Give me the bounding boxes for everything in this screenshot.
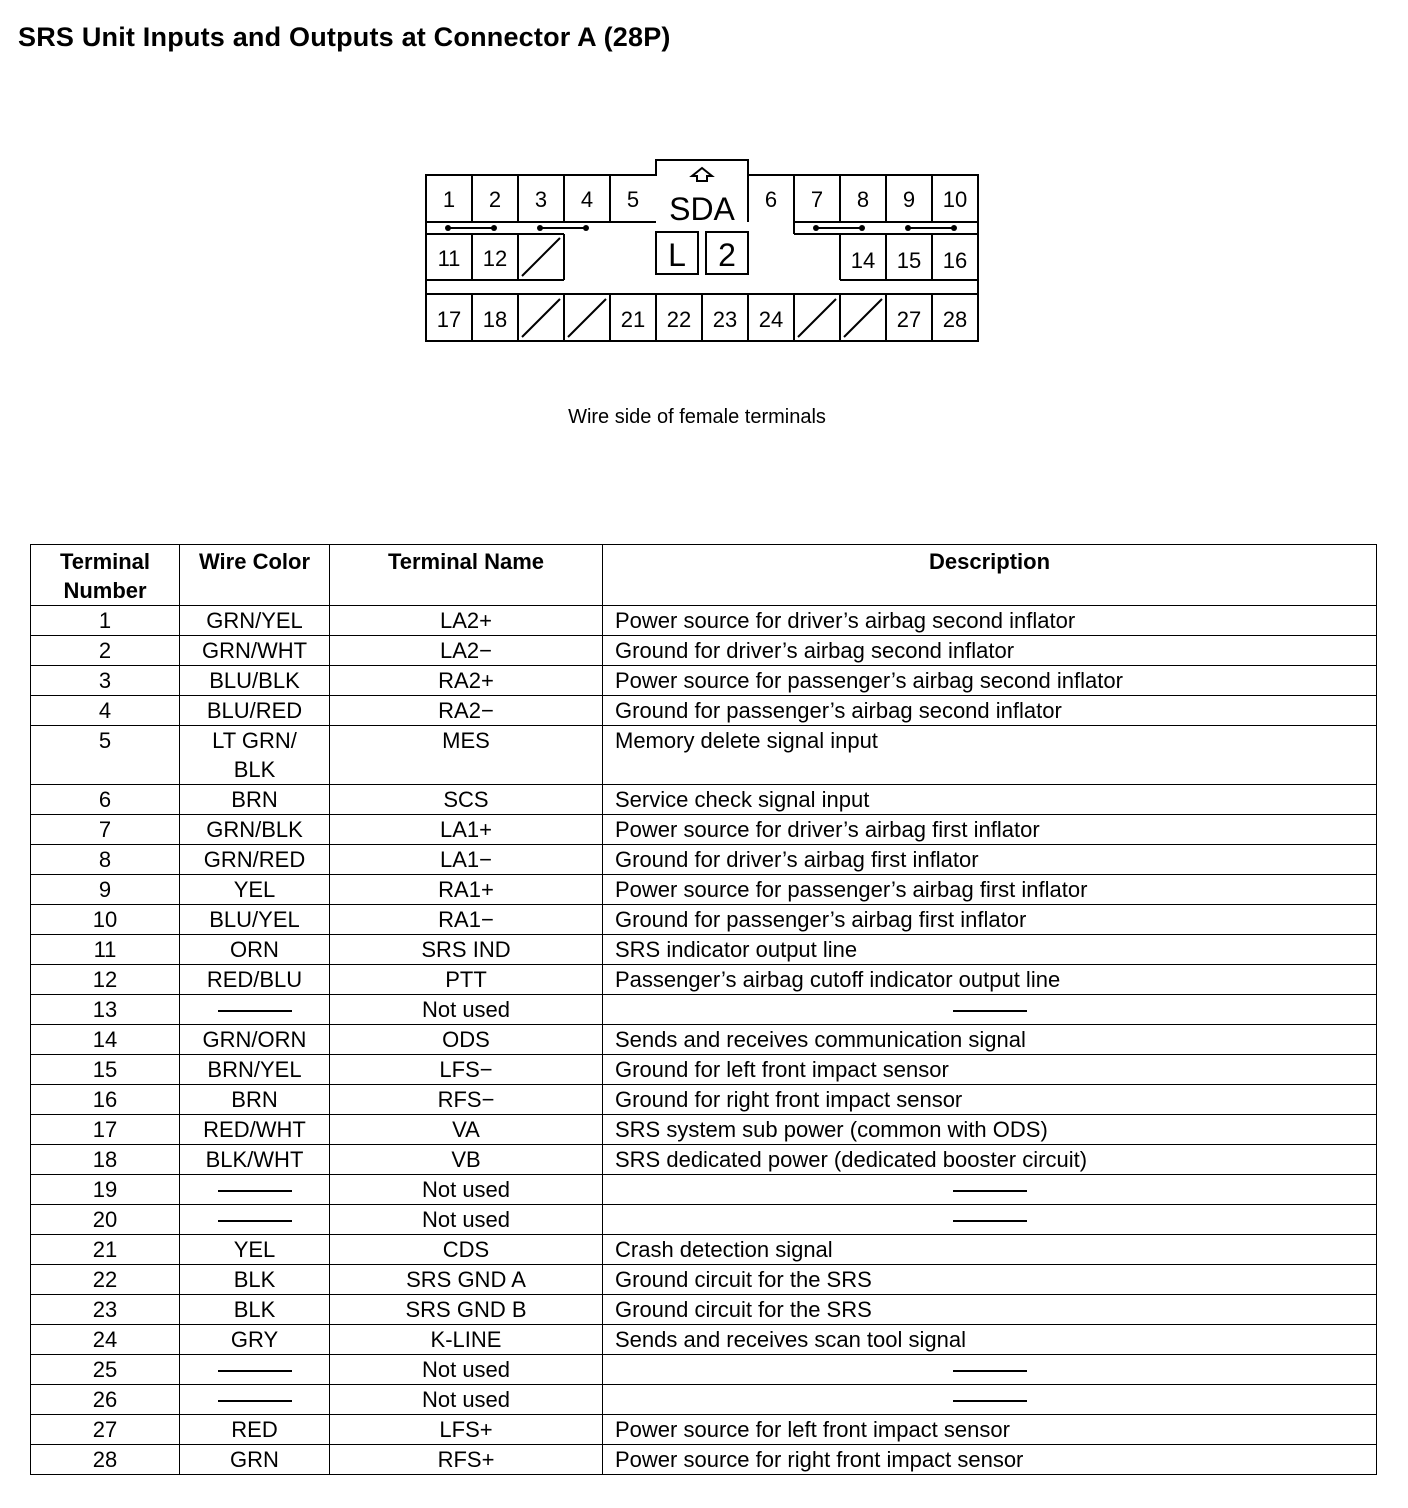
connector-caption: Wire side of female terminals bbox=[568, 406, 826, 428]
terminal-name-cell: LA2− bbox=[330, 636, 603, 666]
pin-15: 15 bbox=[896, 248, 922, 273]
terminal-number-cell: 26 bbox=[31, 1385, 180, 1415]
table-row bbox=[31, 1445, 1377, 1475]
description-cell: Sends and receives communication signal bbox=[603, 1025, 1377, 1055]
table-row bbox=[31, 606, 1377, 636]
wire-color-cell bbox=[180, 1385, 330, 1415]
terminal-name-cell: VA bbox=[330, 1115, 603, 1145]
terminal-name-cell: Not used bbox=[330, 1355, 603, 1385]
wire-color-cell: BLK bbox=[180, 1265, 330, 1295]
pin-18: 18 bbox=[482, 307, 508, 332]
terminal-number-cell: 15 bbox=[31, 1055, 180, 1085]
table-row bbox=[31, 636, 1377, 666]
table-header-row bbox=[31, 545, 1377, 606]
terminal-number-cell: 8 bbox=[31, 845, 180, 875]
pin-17: 17 bbox=[436, 307, 462, 332]
description-cell: Power source for driver’s airbag second inflator bbox=[603, 606, 1377, 636]
description-cell: SRS system sub power (common with ODS) bbox=[603, 1115, 1377, 1145]
description-cell: Ground for driver’s airbag second inflator bbox=[603, 636, 1377, 666]
terminal-number-cell: 5 bbox=[31, 726, 180, 785]
lock-label-2: 2 bbox=[718, 237, 736, 273]
pin-4: 4 bbox=[580, 187, 594, 212]
description-cell bbox=[603, 1205, 1377, 1235]
wire-color-cell: BLK bbox=[180, 1295, 330, 1325]
description-cell: Power source for left front impact sensor bbox=[603, 1415, 1377, 1445]
terminal-number-cell: 2 bbox=[31, 636, 180, 666]
description-cell: Power source for driver’s airbag first inflator bbox=[603, 815, 1377, 845]
table-row bbox=[31, 696, 1377, 726]
description-cell: Power source for right front impact sensor bbox=[603, 1445, 1377, 1475]
table-row bbox=[31, 1385, 1377, 1415]
terminal-number-cell: 25 bbox=[31, 1355, 180, 1385]
not-used-dash bbox=[953, 1010, 1027, 1012]
wire-color-cell: BRN/YEL bbox=[180, 1055, 330, 1085]
wire-color-cell: BRN bbox=[180, 785, 330, 815]
wire-color-line: BLK bbox=[233, 757, 276, 782]
pin-11: 11 bbox=[437, 246, 461, 271]
terminal-name-cell: ODS bbox=[330, 1025, 603, 1055]
description-cell: Ground for passenger’s airbag second inflator bbox=[603, 696, 1377, 726]
terminal-number-cell: 3 bbox=[31, 666, 180, 696]
description-cell: Crash detection signal bbox=[603, 1235, 1377, 1265]
table-row bbox=[31, 1325, 1377, 1355]
terminal-number-cell: 14 bbox=[31, 1025, 180, 1055]
not-used-dash bbox=[953, 1220, 1027, 1222]
wire-color-cell: RED/BLU bbox=[180, 965, 330, 995]
description-cell: Ground for driver’s airbag first inflator bbox=[603, 845, 1377, 875]
wire-color-cell bbox=[180, 1205, 330, 1235]
pin-27: 27 bbox=[896, 307, 922, 332]
pin-2: 2 bbox=[488, 187, 502, 212]
pin-22: 22 bbox=[666, 307, 692, 332]
terminal-number-cell: 24 bbox=[31, 1325, 180, 1355]
wire-color-cell bbox=[180, 726, 330, 785]
terminal-number-cell: 9 bbox=[31, 875, 180, 905]
terminal-name-cell: RA1− bbox=[330, 905, 603, 935]
wire-color-cell: GRN/BLK bbox=[180, 815, 330, 845]
table-row bbox=[31, 1235, 1377, 1265]
terminal-table bbox=[30, 544, 1377, 1475]
terminal-name-cell: VB bbox=[330, 1145, 603, 1175]
table-row bbox=[31, 1115, 1377, 1145]
table-row bbox=[31, 1295, 1377, 1325]
description-cell: Ground for passenger’s airbag first inflator bbox=[603, 905, 1377, 935]
header-wire-color: Wire Color bbox=[180, 545, 330, 606]
wire-color-cell: BLK/WHT bbox=[180, 1145, 330, 1175]
pin-6: 6 bbox=[764, 187, 778, 212]
terminal-name-cell: LA1+ bbox=[330, 815, 603, 845]
not-used-dash bbox=[218, 1190, 292, 1192]
wire-color-cell: BLU/YEL bbox=[180, 905, 330, 935]
not-used-dash bbox=[218, 1400, 292, 1402]
table-row bbox=[31, 1355, 1377, 1385]
terminal-name-cell: PTT bbox=[330, 965, 603, 995]
description-cell: Ground circuit for the SRS bbox=[603, 1295, 1377, 1325]
terminal-name-cell: RA2− bbox=[330, 696, 603, 726]
wire-color-cell: GRN bbox=[180, 1445, 330, 1475]
description-cell bbox=[603, 995, 1377, 1025]
terminal-number-cell: 18 bbox=[31, 1145, 180, 1175]
header-terminal-name: Terminal Name bbox=[330, 545, 603, 606]
header-description: Description bbox=[603, 545, 1377, 606]
description-cell: Power source for passenger’s airbag second inflator bbox=[603, 666, 1377, 696]
wire-color-cell: BRN bbox=[180, 1085, 330, 1115]
terminal-number-cell: 28 bbox=[31, 1445, 180, 1475]
table-row bbox=[31, 1085, 1377, 1115]
description-cell bbox=[603, 1175, 1377, 1205]
terminal-name-cell: LA1− bbox=[330, 845, 603, 875]
terminal-number-cell: 22 bbox=[31, 1265, 180, 1295]
wire-color-cell: RED/WHT bbox=[180, 1115, 330, 1145]
description-cell bbox=[603, 1385, 1377, 1415]
pin-10: 10 bbox=[942, 187, 968, 212]
wire-color-cell: BLU/RED bbox=[180, 696, 330, 726]
pin-1: 1 bbox=[442, 187, 456, 212]
terminal-number-cell: 16 bbox=[31, 1085, 180, 1115]
table-row bbox=[31, 1025, 1377, 1055]
pin-16: 16 bbox=[942, 248, 968, 273]
terminal-name-cell: SCS bbox=[330, 785, 603, 815]
pin-3: 3 bbox=[534, 187, 548, 212]
wire-color-cell bbox=[180, 1175, 330, 1205]
wire-color-cell: YEL bbox=[180, 1235, 330, 1265]
terminal-number-cell: 17 bbox=[31, 1115, 180, 1145]
terminal-name-cell: RA2+ bbox=[330, 666, 603, 696]
terminal-name-cell: SRS IND bbox=[330, 935, 603, 965]
wire-color-cell: ORN bbox=[180, 935, 330, 965]
description-cell bbox=[603, 1355, 1377, 1385]
terminal-number-cell: 20 bbox=[31, 1205, 180, 1235]
terminal-name-cell: RFS− bbox=[330, 1085, 603, 1115]
pin-28: 28 bbox=[942, 307, 968, 332]
wire-color-cell: BLU/BLK bbox=[180, 666, 330, 696]
table-row bbox=[31, 935, 1377, 965]
wire-color-cell: GRY bbox=[180, 1325, 330, 1355]
terminal-name-cell: Not used bbox=[330, 995, 603, 1025]
table-row bbox=[31, 726, 1377, 785]
terminal-number-cell: 6 bbox=[31, 785, 180, 815]
table-row bbox=[31, 965, 1377, 995]
page-title: SRS Unit Inputs and Outputs at Connector A (28P) bbox=[18, 22, 671, 52]
terminal-name-cell: Not used bbox=[330, 1175, 603, 1205]
pin-21: 21 bbox=[620, 307, 646, 332]
terminal-number-cell: 13 bbox=[31, 995, 180, 1025]
description-cell: Ground for right front impact sensor bbox=[603, 1085, 1377, 1115]
description-cell: Power source for passenger’s airbag first inflator bbox=[603, 875, 1377, 905]
terminal-name-cell: LFS− bbox=[330, 1055, 603, 1085]
description-cell: Service check signal input bbox=[603, 785, 1377, 815]
table-row bbox=[31, 905, 1377, 935]
terminal-name-cell: SRS GND A bbox=[330, 1265, 603, 1295]
terminal-number-cell: 27 bbox=[31, 1415, 180, 1445]
terminal-number-cell: 11 bbox=[31, 935, 180, 965]
pin-5: 5 bbox=[626, 187, 640, 212]
description-cell: SRS indicator output line bbox=[603, 935, 1377, 965]
terminal-number-cell: 23 bbox=[31, 1295, 180, 1325]
terminal-name-cell: CDS bbox=[330, 1235, 603, 1265]
terminal-name-cell: MES bbox=[330, 726, 603, 785]
terminal-name-cell: RA1+ bbox=[330, 875, 603, 905]
terminal-number-cell: 10 bbox=[31, 905, 180, 935]
terminal-number-cell: 12 bbox=[31, 965, 180, 995]
terminal-name-cell: LA2+ bbox=[330, 606, 603, 636]
not-used-dash bbox=[953, 1400, 1027, 1402]
table-row bbox=[31, 1265, 1377, 1295]
table-row bbox=[31, 1415, 1377, 1445]
terminal-number-cell: 4 bbox=[31, 696, 180, 726]
table-row bbox=[31, 1205, 1377, 1235]
table-row bbox=[31, 666, 1377, 696]
wire-color-line: LT GRN/ bbox=[212, 728, 297, 753]
terminal-number-cell: 7 bbox=[31, 815, 180, 845]
terminal-number-cell: 19 bbox=[31, 1175, 180, 1205]
pin-23: 23 bbox=[712, 307, 738, 332]
pin-14: 14 bbox=[850, 248, 876, 273]
table-row bbox=[31, 815, 1377, 845]
connector-diagram bbox=[0, 0, 1408, 400]
not-used-dash bbox=[218, 1220, 292, 1222]
terminal-name-cell: SRS GND B bbox=[330, 1295, 603, 1325]
wire-color-cell: GRN/YEL bbox=[180, 606, 330, 636]
wire-color-cell bbox=[180, 1355, 330, 1385]
pin-9: 9 bbox=[902, 187, 916, 212]
terminal-name-cell: Not used bbox=[330, 1205, 603, 1235]
description-cell: Sends and receives scan tool signal bbox=[603, 1325, 1377, 1355]
not-used-dash bbox=[953, 1370, 1027, 1372]
table-row bbox=[31, 1175, 1377, 1205]
table-row bbox=[31, 1145, 1377, 1175]
connector-key-label: SDA bbox=[669, 191, 735, 227]
terminal-number-cell: 21 bbox=[31, 1235, 180, 1265]
terminal-name-cell: RFS+ bbox=[330, 1445, 603, 1475]
description-cell: Ground for left front impact sensor bbox=[603, 1055, 1377, 1085]
table-row bbox=[31, 845, 1377, 875]
description-cell: Memory delete signal input bbox=[603, 726, 1377, 785]
pin-12: 12 bbox=[482, 246, 508, 271]
wire-color-cell: GRN/ORN bbox=[180, 1025, 330, 1055]
wire-color-cell: GRN/RED bbox=[180, 845, 330, 875]
terminal-number-cell: 1 bbox=[31, 606, 180, 636]
wire-color-cell: RED bbox=[180, 1415, 330, 1445]
table-row bbox=[31, 875, 1377, 905]
not-used-dash bbox=[953, 1190, 1027, 1192]
pin-24: 24 bbox=[758, 307, 784, 332]
description-cell: SRS dedicated power (dedicated booster circuit) bbox=[603, 1145, 1377, 1175]
terminal-name-cell: K-LINE bbox=[330, 1325, 603, 1355]
wire-color-cell bbox=[180, 995, 330, 1025]
description-cell: Ground circuit for the SRS bbox=[603, 1265, 1377, 1295]
table-row bbox=[31, 785, 1377, 815]
pin-8: 8 bbox=[856, 187, 870, 212]
wire-color-cell: GRN/WHT bbox=[180, 636, 330, 666]
terminal-name-cell: LFS+ bbox=[330, 1415, 603, 1445]
not-used-dash bbox=[218, 1370, 292, 1372]
description-cell: Passenger’s airbag cutoff indicator output line bbox=[603, 965, 1377, 995]
wire-color-cell: YEL bbox=[180, 875, 330, 905]
table-row bbox=[31, 1055, 1377, 1085]
not-used-dash bbox=[218, 1010, 292, 1012]
terminal-name-cell: Not used bbox=[330, 1385, 603, 1415]
table-row bbox=[31, 995, 1377, 1025]
lock-label-l: L bbox=[668, 237, 686, 273]
pin-7: 7 bbox=[810, 187, 824, 212]
header-terminal-number: Terminal Number bbox=[31, 545, 180, 606]
